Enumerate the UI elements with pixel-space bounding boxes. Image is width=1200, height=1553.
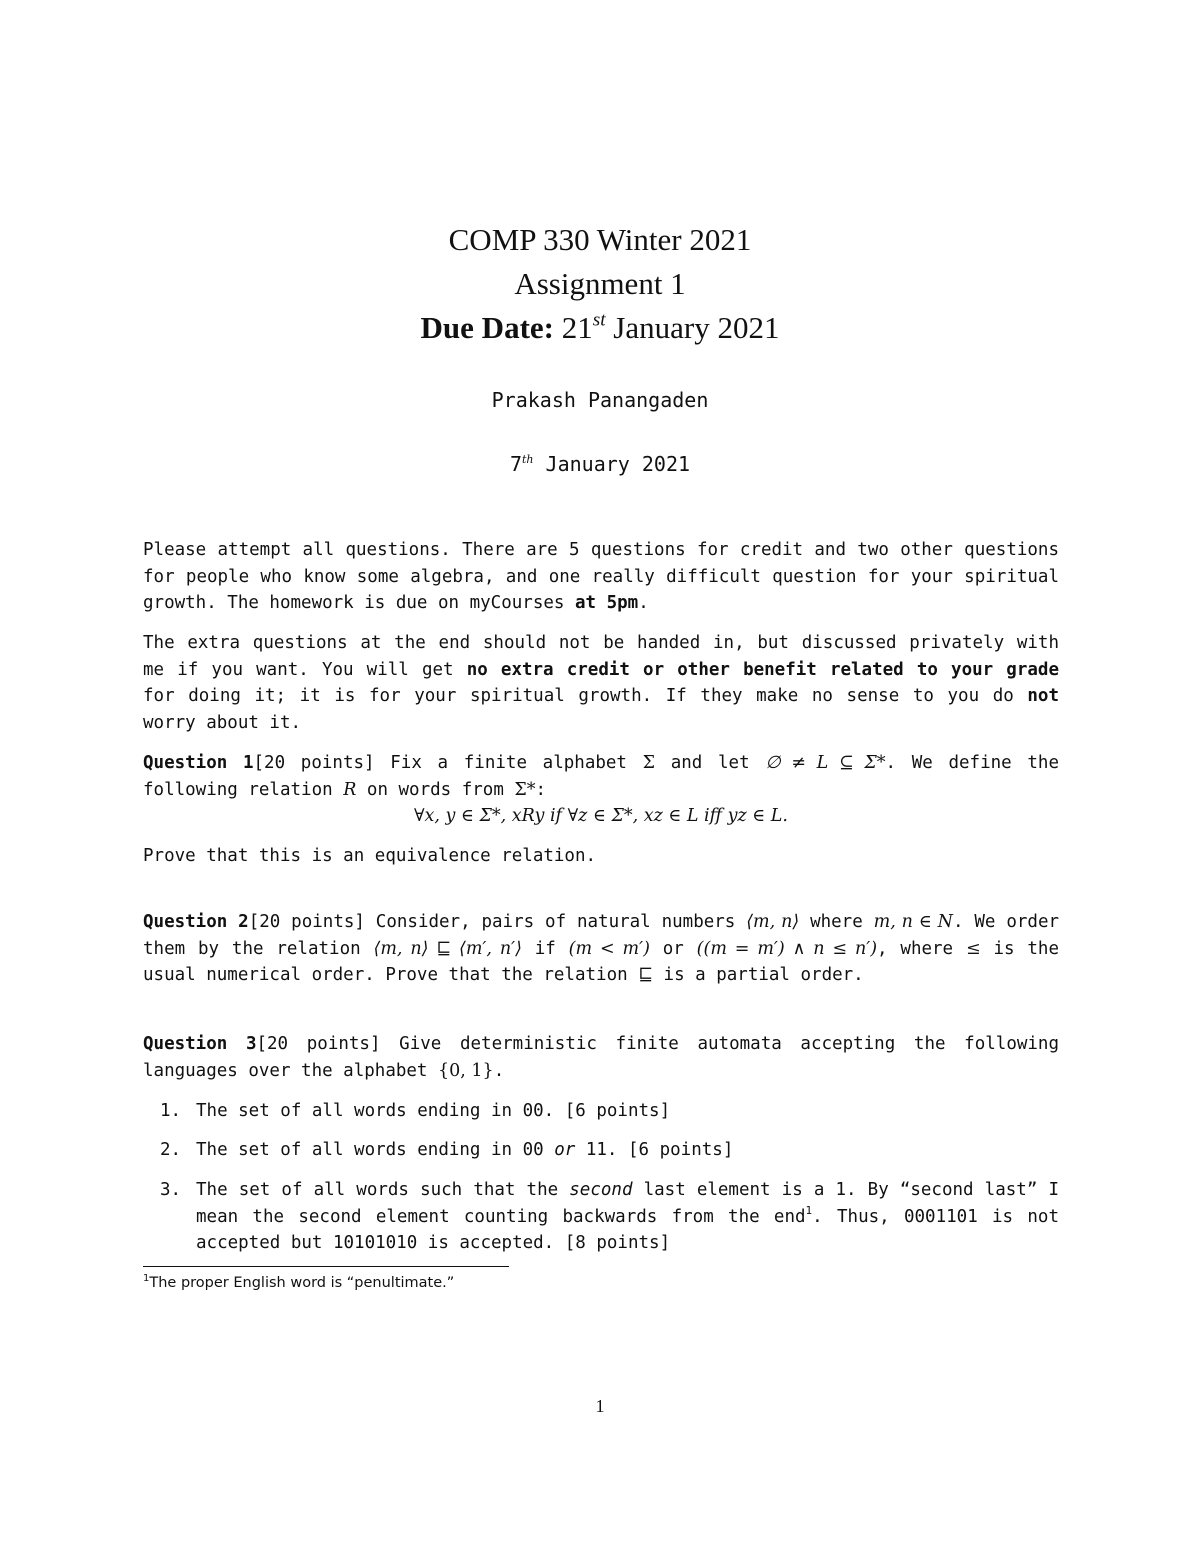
due-day: 21 xyxy=(561,310,593,345)
question-text: Consider, pairs of natural numbers xyxy=(364,912,747,932)
list-item-text-part: 11. [6 points] xyxy=(575,1140,734,1160)
list-item-emphasis: second xyxy=(569,1180,633,1200)
question-text: or xyxy=(649,938,697,959)
math-expression: Σ xyxy=(642,753,656,773)
question-text: where xyxy=(799,912,874,932)
question-label: Question 1 xyxy=(143,753,254,773)
list-item-text-part: last element is a 1. By “second last” I mean the second element counting backwards from the end xyxy=(196,1180,1059,1227)
page-number: 1 xyxy=(595,1396,605,1416)
question-text: , where xyxy=(877,938,966,959)
footnote-reference[interactable]: 1 xyxy=(805,1203,813,1217)
issue-date xyxy=(0,452,1200,476)
list-item-text: The set of all words ending in 00. [6 points] xyxy=(196,1101,671,1121)
list-item-text-part: The set of all words ending in 00 xyxy=(196,1140,555,1160)
question-text: is the usual numerical order. Prove that the relation xyxy=(143,938,1059,985)
math-expression: ⟨m, n⟩ ⊑ ⟨m′, n′⟩ xyxy=(373,938,522,959)
math-expression: ∅ ≠ L ⊆ Σ* xyxy=(765,753,886,773)
math-expression: Σ* xyxy=(514,779,536,800)
footnote xyxy=(143,1273,454,1293)
intro-deadline: at 5pm xyxy=(574,593,639,613)
question-points: [20 points] xyxy=(248,912,365,932)
intro-emphasis: not xyxy=(1027,686,1059,706)
due-rest: January 2021 xyxy=(613,310,780,345)
question-1-formula: ∀x, y ∈ Σ*, xRy if ∀z ∈ Σ*, xz ∈ L iff yz ∈ L. xyxy=(414,806,788,826)
list-item-number: 1. xyxy=(160,1101,182,1121)
list-item-text xyxy=(196,1177,1059,1257)
question-text: if xyxy=(521,938,569,959)
footnote-mark: 1 xyxy=(143,1273,150,1284)
due-date-line xyxy=(0,306,1200,350)
date-suffix: th xyxy=(521,453,534,466)
question-3 xyxy=(143,1031,1059,1084)
intro-text: worry about it. xyxy=(143,712,302,733)
question-text: on words from xyxy=(356,779,515,800)
question-text: and let xyxy=(655,753,766,773)
math-expression: R xyxy=(343,779,357,800)
math-expression: ((m = m′) ∧ n ≤ n′) xyxy=(696,938,878,959)
assignment-title: Assignment 1 xyxy=(514,266,686,301)
list-item-text xyxy=(196,1137,1059,1164)
question-text: . We define the following relation xyxy=(143,753,1059,800)
math-expression: ≤ xyxy=(965,938,981,959)
intro-text: The extra questions at the end should not be handed in, but discussed privately with me if you want. You will get xyxy=(143,633,1059,680)
title-block xyxy=(0,218,1200,350)
question-label: Question 2 xyxy=(143,912,249,932)
due-day-suffix: st xyxy=(592,309,606,331)
intro-text: . xyxy=(638,593,649,613)
question-2 xyxy=(143,909,1059,989)
date-day: 7 xyxy=(509,452,522,476)
list-item-number: 2. xyxy=(160,1140,182,1160)
question-1 xyxy=(143,750,1059,803)
list-item-text-part: . Thus, 0001101 is not accepted but 10101010 is accepted. [8 points] xyxy=(196,1206,1059,1253)
question-text: . xyxy=(493,1060,505,1081)
math-expression: ⟨m, n⟩ xyxy=(746,912,800,932)
intro-paragraph-1 xyxy=(143,537,1059,617)
question-text: is a partial order. xyxy=(653,965,864,985)
question-1-closing: Prove that this is an equivalence relation. xyxy=(143,846,597,866)
footnote-divider xyxy=(143,1266,509,1267)
question-text: Give deterministic finite automata accepting the following languages over the alphabet xyxy=(143,1034,1059,1081)
intro-emphasis: no extra credit or other benefit related to your grade xyxy=(466,659,1059,680)
due-date-label: Due Date: xyxy=(420,310,554,345)
list-item-number: 3. xyxy=(160,1180,182,1200)
question-points: [20 points] xyxy=(256,1034,381,1054)
course-title: COMP 330 Winter 2021 xyxy=(448,222,752,257)
question-label: Question 3 xyxy=(143,1034,257,1054)
math-expression: m, n ∈ N xyxy=(873,912,953,932)
list-item-text-part: The set of all words such that the xyxy=(196,1180,570,1200)
footnote-text: The proper English word is “penultimate.” xyxy=(149,1275,455,1291)
question-text: : xyxy=(535,779,547,800)
question-text: Fix a finite alphabet xyxy=(374,753,643,773)
question-points: [20 points] xyxy=(253,753,375,773)
author: Prakash Panangaden xyxy=(491,388,709,412)
intro-text: for doing it; it is for your spiritual growth. If they make no sense to you do xyxy=(143,686,1028,706)
list-item-emphasis: or xyxy=(554,1140,576,1160)
question-text: . We order them by the relation xyxy=(143,912,1060,959)
math-expression: ⊑ xyxy=(638,965,653,985)
intro-text: Please attempt all questions. There are 5 questions for credit and two other questions for people who know some algebra, and one really difficult question for your spiritual growth. The homework is due on myCourses xyxy=(143,540,1059,613)
math-expression: {0, 1} xyxy=(438,1060,494,1081)
date-rest: January 2021 xyxy=(545,452,691,476)
math-expression: (m < m′) xyxy=(568,938,650,959)
intro-paragraph-2 xyxy=(143,630,1059,736)
